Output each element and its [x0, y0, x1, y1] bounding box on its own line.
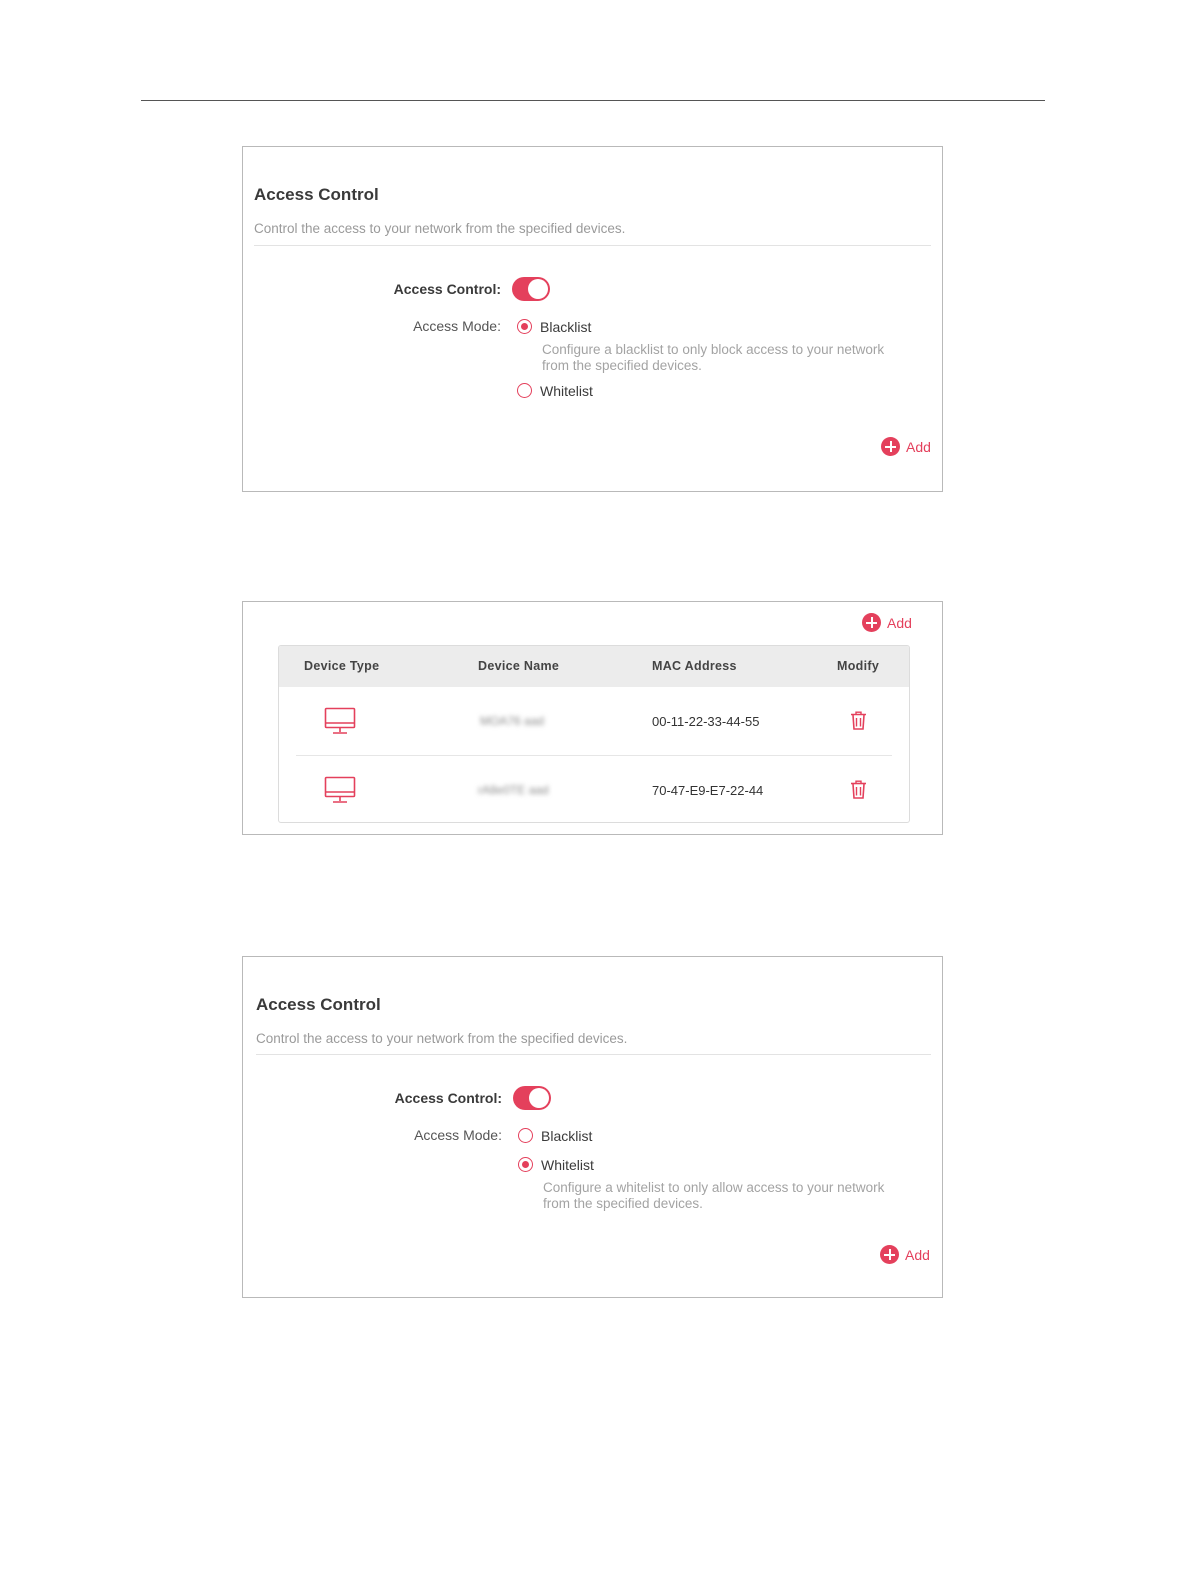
whitelist-radio-label[interactable]: Whitelist	[540, 383, 593, 399]
blacklist-radio[interactable]	[517, 319, 532, 334]
blacklist-radio-label[interactable]: Blacklist	[541, 1128, 593, 1144]
access-control-toggle[interactable]	[512, 277, 550, 301]
plus-circle-icon	[880, 1245, 899, 1264]
whitelist-hint: Configure a whitelist to only allow access to your network from the specified devices.	[543, 1180, 885, 1211]
column-header-mac-address: MAC Address	[652, 659, 737, 673]
panel-description: Control the access to your network from the specified devices.	[254, 221, 626, 236]
add-button[interactable]	[881, 437, 931, 456]
toggle-knob	[528, 279, 548, 299]
whitelist-radio[interactable]	[517, 383, 532, 398]
desktop-icon	[324, 707, 356, 735]
blacklist-hint: Configure a blacklist to only block access to your network from the specified devices.	[542, 342, 885, 373]
panel-description: Control the access to your network from the specified devices.	[256, 1031, 628, 1046]
device-name: rA8e0TE aad	[478, 783, 549, 797]
column-header-device-type: Device Type	[304, 659, 380, 673]
add-button-label: Add	[887, 614, 912, 631]
trash-icon[interactable]	[850, 711, 867, 730]
device-table	[278, 645, 910, 823]
add-button-label: Add	[905, 1246, 930, 1263]
table-header	[279, 646, 909, 687]
whitelist-radio[interactable]	[518, 1157, 533, 1172]
table-row	[279, 756, 909, 823]
trash-icon[interactable]	[850, 780, 867, 799]
blacklist-radio[interactable]	[518, 1128, 533, 1143]
device-name: MOA76 aad	[480, 714, 545, 728]
access-control-panel-whitelist	[242, 956, 943, 1298]
desktop-icon	[324, 776, 356, 804]
table-row	[279, 687, 909, 755]
plus-circle-icon	[862, 613, 881, 632]
blacklist-radio-label[interactable]: Blacklist	[540, 319, 592, 335]
access-control-panel-blacklist	[242, 146, 943, 492]
panel-title: Access Control	[256, 995, 381, 1014]
toggle-knob	[529, 1088, 549, 1108]
plus-circle-icon	[881, 437, 900, 456]
device-list-panel	[242, 601, 943, 835]
mac-address: 70-47-E9-E7-22-44	[652, 783, 764, 798]
column-header-device-name: Device Name	[478, 659, 560, 673]
access-control-toggle[interactable]	[513, 1086, 551, 1110]
panel-title: Access Control	[254, 185, 379, 204]
whitelist-radio-label[interactable]: Whitelist	[541, 1157, 594, 1173]
access-mode-label: Access Mode:	[413, 318, 501, 334]
access-control-label: Access Control:	[393, 281, 501, 297]
access-control-label: Access Control:	[394, 1090, 502, 1106]
page-header-rule	[141, 100, 1045, 101]
mac-address: 00-11-22-33-44-55	[652, 714, 760, 729]
add-button[interactable]	[880, 1245, 930, 1264]
divider	[254, 245, 931, 246]
add-device-button[interactable]	[862, 613, 912, 632]
access-mode-label: Access Mode:	[414, 1127, 502, 1143]
add-button-label: Add	[906, 438, 931, 455]
divider	[256, 1054, 931, 1055]
column-header-modify: Modify	[837, 659, 880, 673]
